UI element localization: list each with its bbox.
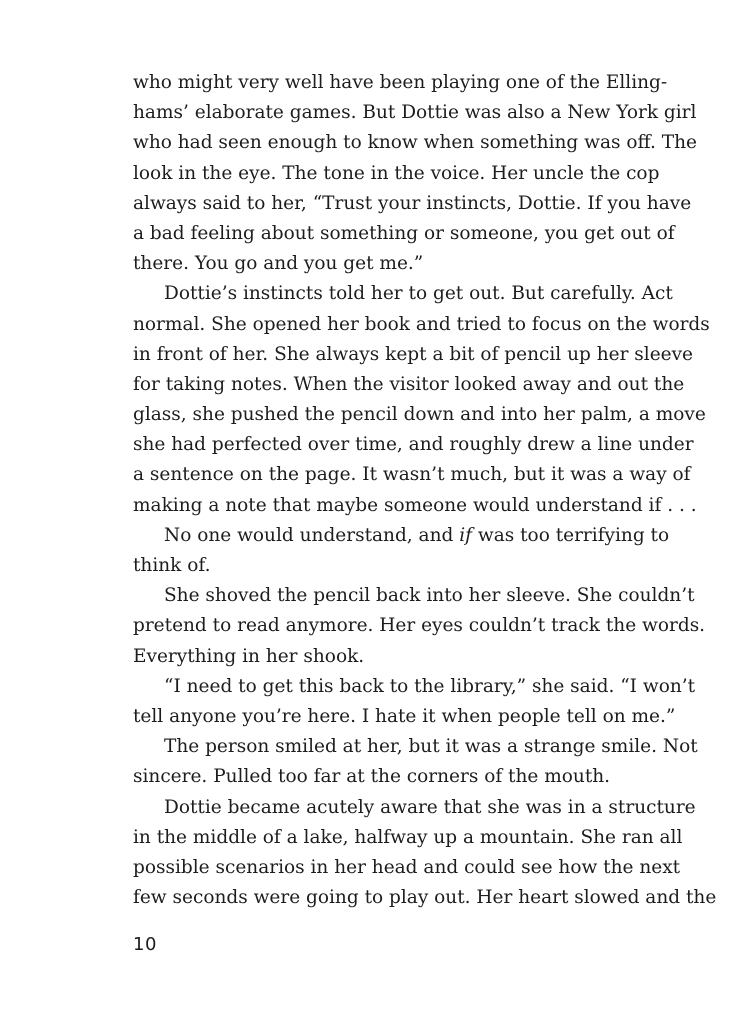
text-line: a sentence on the page. It wasn’t much, but it was a way of — [133, 464, 691, 486]
text-line: there. You go and you get me.” — [133, 253, 424, 275]
text-line: a bad feeling about something or someone, you get out of — [133, 222, 675, 244]
italic-word: if — [459, 524, 472, 546]
body-text — [133, 68, 717, 913]
text-line: in front of her. She always kept a bit of pencil up her sleeve — [133, 343, 694, 365]
text-line: making a note that maybe someone would understand if . . . — [133, 494, 697, 516]
text-line: look in the eye. The tone in the voice. Her uncle the cop — [133, 162, 660, 184]
text-line: few seconds were going to play out. Her heart slowed and the — [133, 887, 717, 909]
text-line-with-italic — [133, 521, 670, 551]
text-line: Dottie’s instincts told her to get out. But carefully. Act — [164, 283, 673, 305]
text-line: for taking notes. When the visitor looked away and out the — [133, 373, 685, 395]
text-line: pretend to read anymore. Her eyes couldn’t track the words. — [133, 615, 706, 637]
text-line: She shoved the pencil back into her sleeve. She couldn’t — [164, 585, 695, 607]
text-line: glass, she pushed the pencil down and into her palm, a move — [133, 404, 706, 426]
text-line: who had seen enough to know when something was off. The — [133, 132, 697, 154]
text-line: think of. — [133, 555, 211, 576]
text-segment: No one would understand, and — [164, 524, 460, 546]
text-line: hams’ elaborate games. But Dottie was also a New York girl — [133, 102, 697, 124]
page-number: 10 — [133, 934, 157, 955]
text-segment: was too terrifying to — [472, 524, 670, 546]
text-line: Dottie became acutely aware that she was in a structure — [164, 796, 696, 818]
text-line: who might very well have been playing one of the Elling- — [133, 72, 668, 93]
text-line: always said to her, “Trust your instincts, Dottie. If you have — [133, 192, 692, 214]
text-line: she had perfected over time, and roughly drew a line under — [133, 434, 694, 456]
text-line: in the middle of a lake, halfway up a mountain. She ran all — [133, 826, 683, 848]
text-line: The person smiled at her, but it was a strange smile. Not — [164, 736, 698, 758]
text-line: “I need to get this back to the library,” she said. “I won’t — [164, 675, 696, 697]
text-line: tell anyone you’re here. I hate it when people tell on me.” — [133, 705, 676, 727]
text-line: sincere. Pulled too far at the corners of the mouth. — [133, 766, 611, 788]
text-line: possible scenarios in her head and could see how the next — [133, 856, 681, 878]
text-line: Everything in her shook. — [133, 645, 365, 667]
text-line: normal. She opened her book and tried to focus on the words — [133, 313, 710, 335]
